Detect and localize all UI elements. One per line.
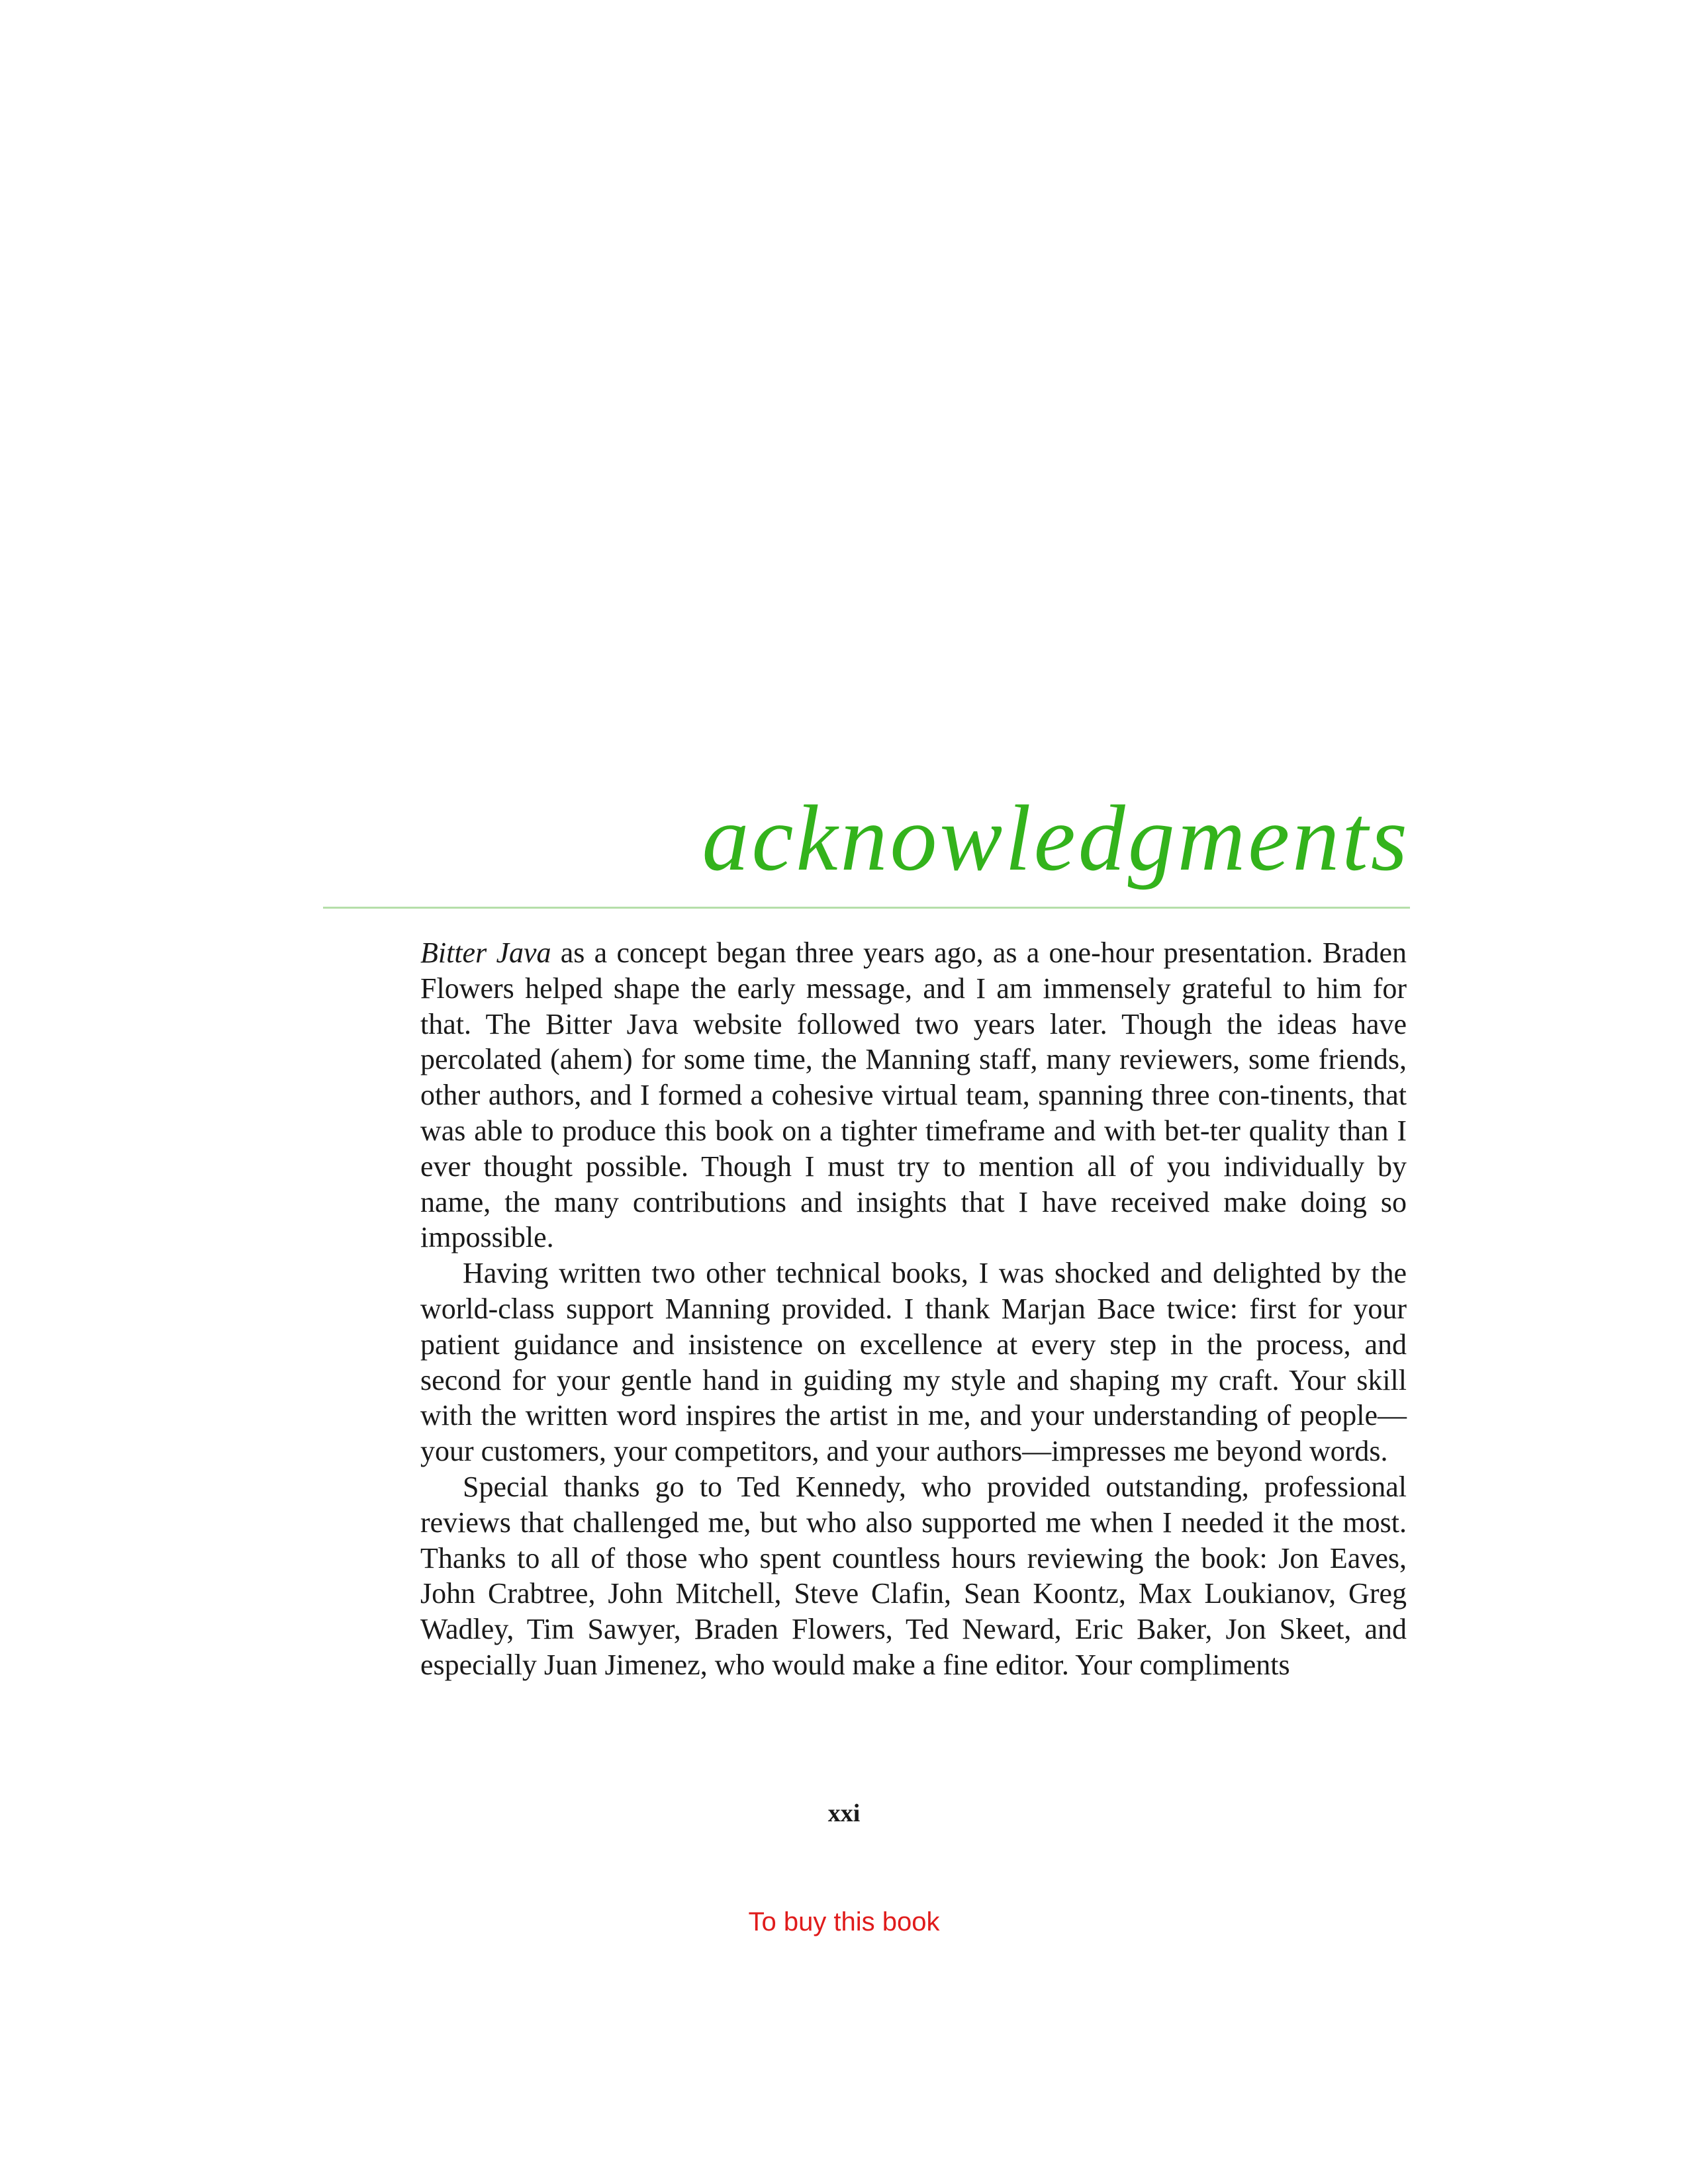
book-title-italic: Bitter Java bbox=[420, 936, 551, 969]
body-text bbox=[420, 935, 1407, 1683]
page-number: xxi bbox=[827, 1799, 861, 1827]
chapter-title: acknowledgments bbox=[702, 786, 1410, 890]
paragraph-1 bbox=[420, 935, 1407, 1255]
paragraph-3: Special thanks go to Ted Kennedy, who provided outstanding, professional reviews that challenged me, but who also supported me when I needed it the most. Thanks to all of those who spent countless hours reviewing the book: Jon Eaves, John Crabtree, John Mitchell, Steve Clafin, Sean Koontz, Max Loukianov, Greg Wadley, Tim Sawyer, Braden Flowers, Ted Neward, Eric Baker, Jon Skeet, and especially Juan Jimenez, who would make a fine editor. Your compliments bbox=[420, 1470, 1407, 1681]
paragraph-1-text: as a concept began three years ago, as a one-hour presentation. Braden Flowers helped shape the early message, and I am immensely grateful to him for that. The Bitter Java website followed two years later. Though the ideas have percolated (ahem) for some time, the Manning staff, many reviewers, some friends, other authors, and I formed a cohesive virtual team, spanning three con-tinents, that was able to produce this book on a tighter timeframe and with bet-ter quality than I ever thought possible. Though I must try to mention all of you individually by name, the many contributions and insights that I have received make doing so impossible. bbox=[420, 936, 1407, 1254]
buy-book-link[interactable]: To buy this book bbox=[748, 1907, 940, 1936]
paragraph-2: Having written two other technical books, I was shocked and delighted by the world-class support Manning provided. I thank Marjan Bace twice: first for your patient guidance and insistence on excellence at every step in the process, and second for your gentle hand in guiding my style and shaping my craft. Your skill with the written word inspires the artist in me, and your understanding of people—your customers, your competitors, and your authors—impresses me beyond words. bbox=[420, 1257, 1407, 1468]
title-divider bbox=[323, 907, 1410, 909]
